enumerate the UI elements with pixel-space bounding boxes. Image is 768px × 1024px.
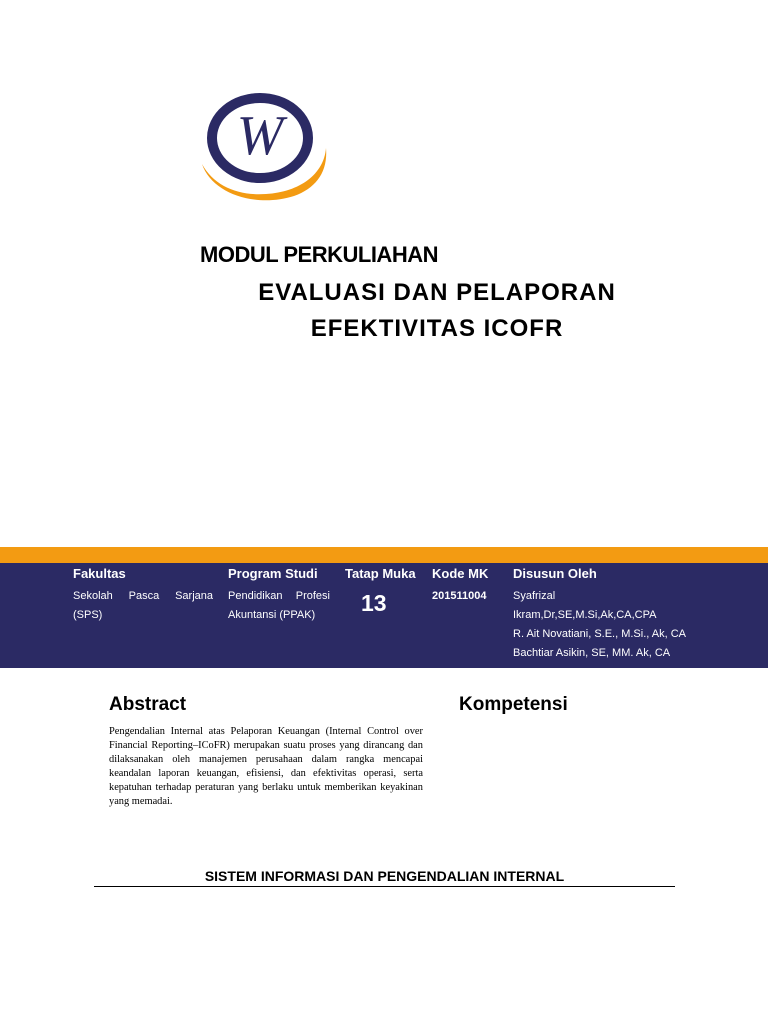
university-w-logo-icon [198, 86, 330, 206]
fakultas-line: (SPS) [73, 609, 103, 621]
kode-mk-header: Kode MK [432, 566, 489, 581]
tatap-muka-header: Tatap Muka [345, 566, 416, 581]
program-studi-line: Pendidikan Profesi [228, 590, 330, 602]
fakultas-header: Fakultas [73, 566, 126, 581]
abstract-heading: Abstract [109, 694, 187, 715]
footer-rule [94, 886, 675, 887]
author-line: Ikram,Dr,SE,M.Si,Ak,CA,CPA [513, 609, 657, 621]
program-studi-value [228, 587, 330, 625]
disusun-oleh-header: Disusun Oleh [513, 566, 597, 581]
author-line: Syafrizal [513, 590, 556, 602]
tatap-muka-value: 13 [361, 590, 387, 616]
program-studi-line: Akuntansi (PPAK) [228, 609, 316, 621]
course-info-band [0, 563, 768, 668]
abstract-body: Pengendalian Internal atas Pelaporan Keuangan (Internal Control over Financial Reporting–ICoFR) merupakan suatu proses yang dirancang dan dilaksanakan oleh manajemen perusahaan dalam rangka mencapai keandalan laporan keuangan, efisiensi, dan efektivitas operasi, serta kepatuhan terhadap peraturan yang berlaku untuk memberikan keyakinan yang memadai. [109, 726, 423, 807]
fakultas-line: Sekolah Pasca Sarjana [73, 590, 213, 602]
logo-letter: W [236, 105, 284, 167]
orange-accent-bar [0, 547, 768, 563]
fakultas-value [73, 587, 213, 625]
page-title-line-1: EVALUASI DAN PELAPORAN [258, 279, 616, 306]
kode-mk-value: 201511004 [432, 590, 487, 602]
program-studi-header: Program Studi [228, 566, 318, 581]
kompetensi-heading: Kompetensi [459, 694, 568, 715]
page-title-line-2: EFEKTIVITAS ICOFR [310, 315, 564, 342]
footer-title: SISTEM INFORMASI DAN PENGENDALIAN INTERNAL [204, 868, 565, 884]
author-line: R. Ait Novatiani, S.E., M.Si., Ak, CA [513, 628, 687, 640]
module-label: MODUL PERKULIAHAN [200, 242, 438, 267]
author-line: Bachtiar Asikin, SE, MM. Ak, CA [513, 647, 671, 659]
disusun-oleh-value [513, 587, 686, 663]
